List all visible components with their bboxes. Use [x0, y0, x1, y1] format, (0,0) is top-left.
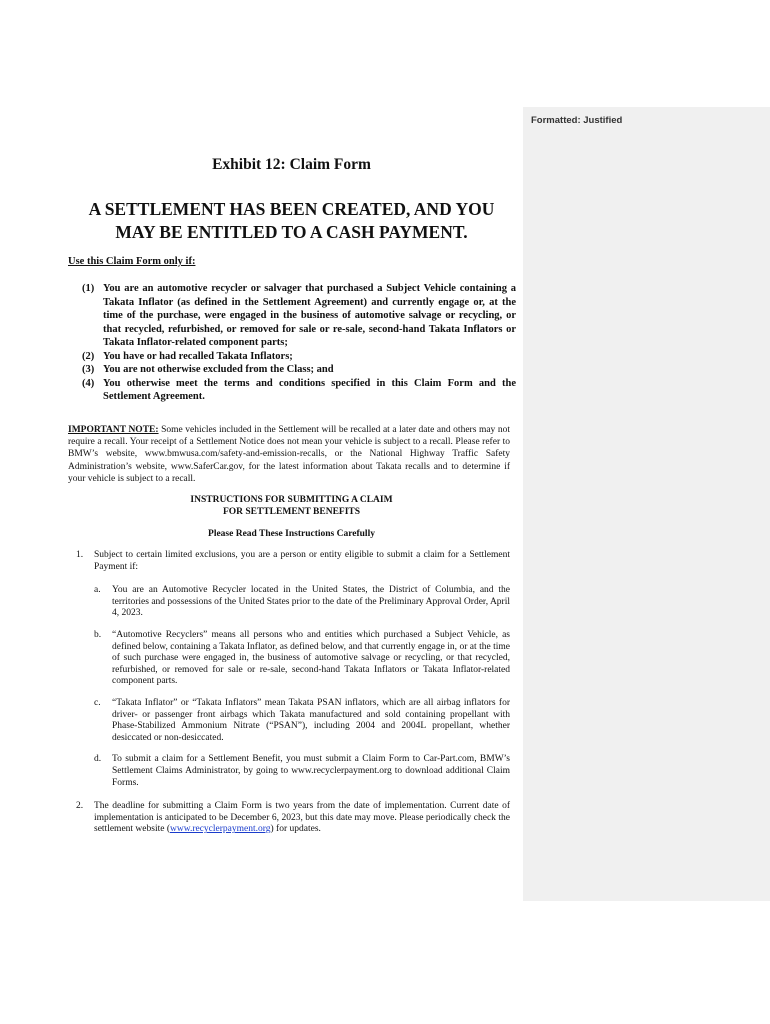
settlement-headline: [68, 198, 515, 244]
instruction-text: Subject to certain limited exclusions, you are a person or entity eligible to submit a claim for a Settlement Payment if:: [94, 550, 510, 572]
important-note: [68, 424, 510, 485]
sub-item-letter: c.: [94, 697, 101, 708]
sub-item-letter: d.: [94, 754, 102, 765]
instruction-number: 1.: [76, 550, 84, 560]
condition-text: You have or had recalled Takata Inflators;: [103, 350, 293, 362]
condition-number: (2): [82, 350, 95, 362]
sub-item: [94, 585, 510, 620]
headline-line-2: MAY BE ENTITLED TO A CASH PAYMENT.: [115, 222, 468, 242]
instruction-text: [94, 801, 510, 836]
important-note-label: IMPORTANT NOTE:: [68, 425, 159, 435]
sub-item-text: “Takata Inflator” or “Takata Inflators” mean Takata PSAN inflators, which are all airbag inflators for driver- or passenger front airbags which Takata manufactured and sold containing propellant with Phase-Stabilized Ammonium Nitrate (“PSAN”), including 2004 and 2004L propellant, whether desiccated or non-desiccated.: [112, 697, 510, 743]
eligibility-sub-list: [94, 585, 510, 789]
important-note-text: Some vehicles included in the Settlement will be recalled at a later date and others may not require a recall. Your receipt of a Settlement Notice does not mean your vehicle is subject to a recall. Please refer to BMW’s website, www.bmwusa.com/safety-and-emission-recalls, or the National Highway Traffic Safety Administration’s website, www.SaferCar.gov, for the latest information about Takata recalls and to determine if your vehicle is subject to a recall.: [68, 425, 510, 484]
instructions-heading-line-1: INSTRUCTIONS FOR SUBMITTING A CLAIM: [190, 495, 393, 505]
condition-number: (3): [82, 364, 95, 375]
sub-item-text: “Automotive Recyclers” means all persons who and entities which purchased a Subject Vehicle, as defined below, containing a Takata Inflator, as defined below, and that currently engage in, or at the time of such purchase were engaged in, the business of automotive salvage or recycling, or that recycled, refurbished, or removed for sale or re-sale, second-hand Takata Inflators or Takata Inflator-related component parts.: [112, 629, 510, 687]
condition-text: You are an automotive recycler or salvager that purchased a Subject Vehicle containing a Takata Inflator (as defined in the Settlement Agreement) and currently engage or, at the time of the purchase, were engaged in the business of automotive salvage or recycling, or that recycled, refurbished, or removed for sale or re-sale, second-hand Takata Inflators or Takata Inflator-related component parts;: [103, 283, 516, 348]
instructions-heading: [68, 494, 515, 518]
instructions-heading-line-2: FOR SETTLEMENT BENEFITS: [222, 507, 361, 517]
instruction-item: [76, 801, 510, 836]
sub-item-letter: a.: [94, 585, 101, 596]
sub-item-text: You are an Automotive Recycler located in the United States, the District of Columbia, and the territories and possessions of the United States prior to the date of the Preliminary Approval Order, April 4, 2023.: [112, 585, 510, 619]
use-only-heading: Use this Claim Form only if:: [68, 256, 196, 267]
please-read-heading: Please Read These Instructions Carefully: [208, 529, 375, 539]
exhibit-title: Exhibit 12: Claim Form: [212, 156, 371, 173]
headline-line-1: A SETTLEMENT HAS BEEN CREATED, AND YOU: [88, 199, 495, 219]
document-page: [68, 0, 515, 1024]
formatting-comment-balloon[interactable]: [523, 107, 770, 901]
condition-number: (1): [82, 283, 95, 294]
sub-item: [94, 630, 510, 688]
sub-item-letter: b.: [94, 629, 102, 640]
instructions-list: [76, 550, 510, 836]
sub-item: [94, 754, 510, 789]
deadline-text: The deadline for submitting a Claim Form is two years from the date of implementation. Current date of implementation is anticipated to be December 6, 2023, but this date may move. Please periodically check the settlement website (: [94, 801, 510, 835]
condition-item: [82, 282, 516, 350]
sub-item-text: To submit a claim for a Settlement Benefit, you must submit a Claim Form to Car-Part.com, BMW’s Settlement Claims Administrator, by going to www.recyclerpayment.org to download additional Claim Forms.: [112, 754, 510, 788]
deadline-text-end: ) for updates.: [270, 824, 321, 835]
condition-text: You otherwise meet the terms and conditions specified in this Claim Form and the Settlement Agreement.: [103, 377, 516, 402]
settlement-website-link[interactable]: www.recyclerpayment.org: [169, 824, 271, 835]
condition-item: [82, 350, 516, 364]
condition-item: [82, 377, 516, 404]
conditions-list: [82, 282, 516, 404]
comment-pane: [523, 0, 770, 1024]
instruction-number: 2.: [76, 801, 84, 812]
sub-item: [94, 698, 510, 744]
comment-label: Formatted: Justified: [531, 115, 623, 126]
condition-text: You are not otherwise excluded from the Class; and: [103, 364, 334, 375]
condition-number: (4): [82, 377, 95, 389]
instruction-item: [76, 550, 510, 799]
condition-item: [82, 363, 516, 377]
